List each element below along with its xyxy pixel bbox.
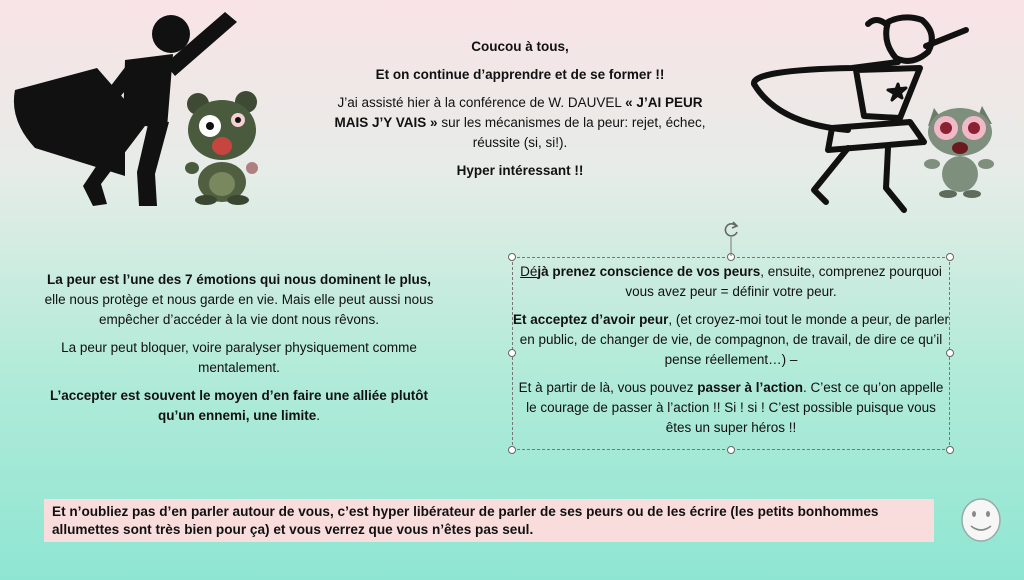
greeting-line: Coucou à tous, bbox=[471, 39, 569, 54]
reminder-text: Et n’oubliez pas d’en parler autour de vous, c’est hyper libérateur de parler de ses peurs ou de les écrire (les petits bonhommes allumettes sont très bien pour ça) et vous verrez que vous n’êtes pas seul. bbox=[52, 504, 879, 537]
continue-line: Et on continue d’apprendre et de se former !! bbox=[375, 67, 665, 82]
zombie-cat-icon bbox=[920, 98, 1000, 200]
resize-handle-bottom-right[interactable] bbox=[946, 446, 954, 454]
zombie-bear-icon bbox=[180, 92, 270, 204]
reminder-box[interactable] bbox=[44, 499, 934, 542]
conference-line: J’ai assisté hier à la conférence de W. DAUVEL « J’AI PEUR MAIS J’Y VAIS » sur les mécanismes de la peur: rejet, échec, réussite (si, si!). bbox=[334, 95, 706, 150]
hyper-line: Hyper intéressant !! bbox=[456, 163, 584, 178]
fear-textbox[interactable] bbox=[44, 270, 434, 434]
action-paragraph-3: Et à partir de là, vous pouvez passer à l’action. C’est ce qu’on appelle le courage de passer à l’action !! Si ! si ! C’est possible puisque vous êtes un super héros !! bbox=[518, 380, 944, 435]
resize-handle-top-right[interactable] bbox=[946, 253, 954, 261]
resize-handle-top-left[interactable] bbox=[508, 253, 516, 261]
fear-paragraph-3: L’accepter est souvent le moyen d’en faire une alliée plutôt qu’un ennemi, une limite. bbox=[49, 388, 429, 423]
resize-handle-bottom[interactable] bbox=[727, 446, 735, 454]
fear-paragraph-1: La peur est l’une des 7 émotions qui nous dominent le plus, elle nous protège et nous garde en vie. Mais elle peut aussi nous empêcher d’accéder à la vie dont nous rêvons. bbox=[44, 272, 434, 327]
action-paragraph-1: Déjà prenez conscience de vos peurs, ensuite, comprenez pourquoi vous avez peur = définir votre peur. bbox=[520, 264, 942, 299]
resize-handle-bottom-left[interactable] bbox=[508, 446, 516, 454]
action-textbox[interactable] bbox=[512, 262, 950, 446]
action-paragraph-2: Et acceptez d’avoir peur, (et croyez-moi tout le monde a peur, de parler en public, de changer de vie, de compagnon, de travail, de dire ce qu’il pense réellement…) – bbox=[513, 312, 949, 367]
fear-paragraph-2: La peur peut bloquer, voire paralyser physiquement comme mentalement. bbox=[61, 340, 417, 375]
intro-textbox[interactable] bbox=[320, 37, 720, 189]
rotate-handle-icon[interactable] bbox=[722, 220, 740, 256]
smiley-face-icon bbox=[960, 497, 1002, 543]
